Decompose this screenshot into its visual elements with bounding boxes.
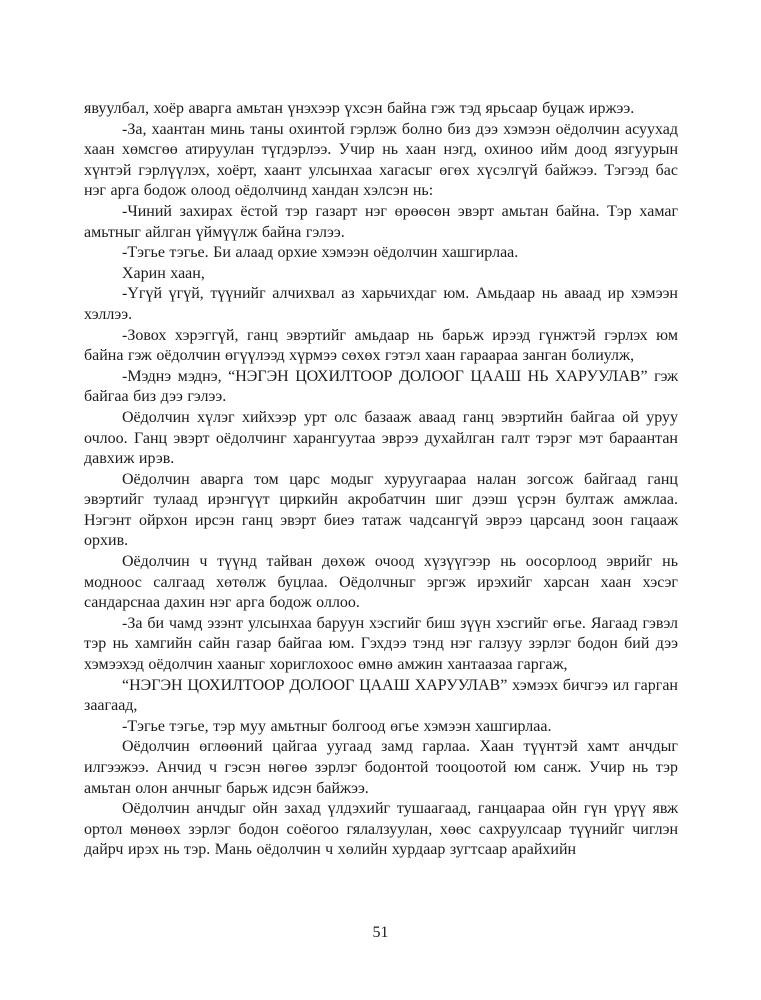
paragraph: Харин хаан, — [122, 264, 205, 282]
page-body-text — [84, 99, 678, 861]
paragraph: -Тэгье тэгье. Би алаад орхие хэмээн оёдолчин хашгирлаа. — [122, 244, 519, 262]
paragraph: Оёдолчин аварга том царс модыг хуруугаараа налан зогсож байгаад ганц эвэртийг тулаад ирэнгүүт циркийн акробатчин шиг дээш үсрэн бултаж амжлаа. Нэгэнт ойрхон ирсэн ганц эвэрт биеэ татаж чадсангүй эврээ царсанд зоон гацааж орхив. — [84, 470, 678, 550]
paragraph: Оёдолчин ч түүнд тайван дөхөж очоод хүзүүгээр нь оосорлоод эврийг нь модноос салгаад хөтөлж буцлаа. Оёдолчныг эргэж ирэхийг харсан хаан хэсэг сандарснаа дахин нэг арга бодож оллоо. — [84, 553, 678, 612]
paragraph: -Мэднэ мэднэ, “НЭГЭН ЦОХИЛТООР ДОЛООГ ЦААШ НЬ ХАРУУЛАВ” гэж байгаа биз дээ гэлээ. — [84, 367, 678, 406]
paragraph: -Тэгье тэгье, тэр муу амьтныг болгоод өгье хэмээн хашгирлаа. — [122, 717, 552, 735]
paragraph: -Зовох хэрэггүй, ганц эвэртийг амьдаар нь барьж ирээд гүнжтэй гэрлэх юм байна гэж оёдолчин өгүүлээд хүрмээ сөхөх гэтэл хаан гараараа занган болиулж, — [84, 326, 678, 365]
paragraph: Оёдолчин хүлэг хийхээр урт олс базааж аваад ганц эвэртийн байгаа ой уруу очлоо. Ганц эвэрт оёдолчинг харангуутаа эврээ духайлган галт тэрэг мэт бараантан давхиж ирэв. — [84, 408, 678, 468]
paragraph: “НЭГЭН ЦОХИЛТООР ДОЛООГ ЦААШ ХАРУУЛАВ” хэмээх бичгээ ил гарган заагаад, — [84, 676, 678, 715]
paragraph: -За, хаантан минь таны охинтой гэрлэж болно биз дээ хэмээн оёдолчин асуухад хаан хөмсгөө атируулан түгдэрлээ. Учир нь хаан нэгд, охиноо ийм доод язгуурын хүнтэй гэрлүүлэх, хоёрт, хаант улсынхаа хагасыг өгөх хүсэлгүй байжээ. Тэгээд бас нэг арга бодож олоод оёдолчинд хандан хэлсэн нь: — [84, 120, 678, 200]
page-number: 51 — [372, 924, 389, 941]
paragraph: Оёдолчин анчдыг ойн захад үлдэхийг тушаагаад, ганцаараа ойн гүн үрүү явж ортол мөнөөх зэрлэг бодон соёогоо гялалзуулан, хөөс сахруулсаар түүнийг чиглэн дайрч ирэх нь тэр. Мань оёдолчин ч хөлийн хурдаар зугтсаар арайхийн — [84, 800, 678, 859]
paragraph: Оёдолчин өглөөний цайгаа уугаад замд гарлаа. Хаан түүнтэй хамт анчдыг илгээжээ. Анчид ч гэсэн нөгөө зэрлэг бодонтой тооцоотой юм санж. Учир нь тэр амьтан олон анчныг барьж идсэн байжээ. — [84, 738, 678, 797]
paragraph: -За би чамд эзэнт улсынхаа баруун хэсгийг биш зүүн хэсгийг өгье. Яагаад гэвэл тэр нь хамгийн сайн газар байгаа юм. Гэхдээ тэнд нэг галзуу зэрлэг бодон бий дээ хэмээхэд оёдолчин хааныг хориглохоос өмнө амжин хантаазаа гаргаж, — [84, 614, 678, 674]
paragraph: -Үгүй үгүй, түүнийг алчихвал аз харьчихдаг юм. Амьдаар нь аваад ир хэмээн хэллээ. — [84, 285, 678, 323]
paragraph-continuation: явуулбал, хоёр аварга амьтан үнэхээр үхсэн байна гэж тэд ярьсаар буцаж иржээ. — [84, 100, 635, 117]
paragraph: -Чиний захирах ёстой тэр газарт нэг өрөөсөн эвэрт амьтан байна. Тэр хамаг амьтныг айлган үймүүлж байна гэлээ. — [84, 202, 678, 241]
